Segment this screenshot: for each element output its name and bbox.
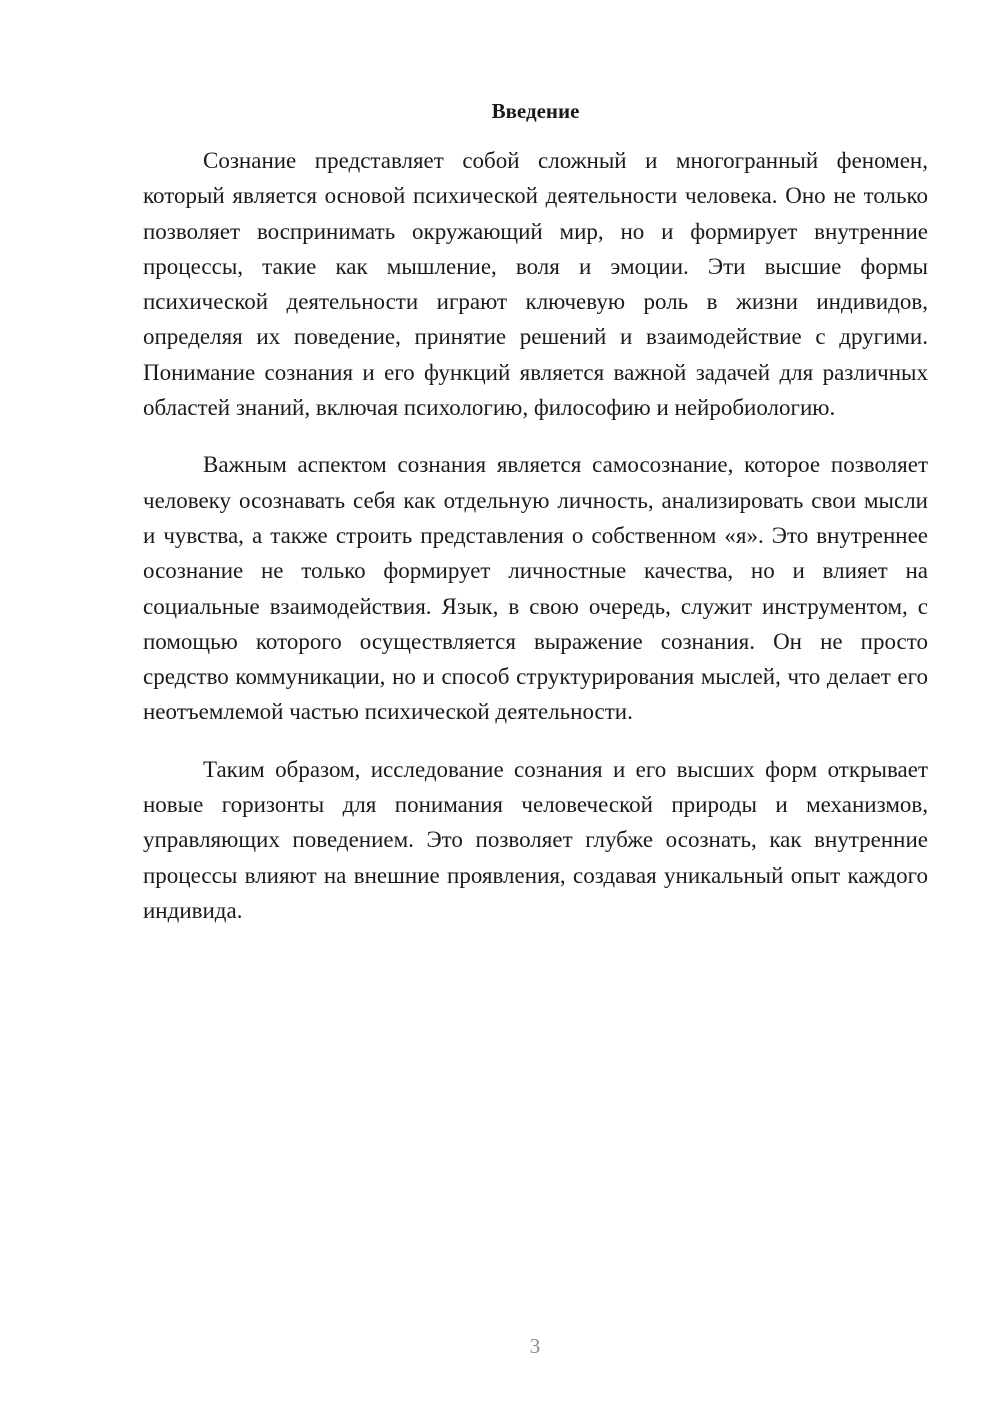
paragraph-3: Таким образом, исследование сознания и его высших форм открывает новые горизонты для понимания человеческой природы и механизмов, управляющих поведением. Это позволяет глубже осознать, как внутренние процессы влияют на внешние проявления, создавая уникальный опыт каждого индивида. — [143, 756, 928, 923]
section-heading: Введение — [491, 99, 580, 123]
paragraph-2: Важным аспектом сознания является самосознание, которое позволяет человеку осознавать себя как отдельную личность, анализировать свои мысли и чувства, а также строить представления о собственном «я». Это внутреннее осознание не только формирует личностные качества, но и влияет на социальные взаимодействия. Язык, в свою очередь, служит инструментом, с помощью которого осуществляется выражение сознания. Он не просто средство коммуникации, но и способ структурирования мыслей, что делает его неотъемлемой частью психической деятельности. — [143, 452, 928, 725]
body-text — [143, 143, 928, 950]
page-number: 3 — [529, 1334, 541, 1358]
paragraph-1: Сознание представляет собой сложный и многогранный феномен, который является основой психической деятельности человека. Оно не только позволяет воспринимать окружающий мир, но и формирует внутренние процессы, такие как мышление, воля и эмоции. Эти высшие формы психической деятельности играют ключевую роль в жизни индивидов, определяя их поведение, принятие решений и взаимодействие с другими. Понимание сознания и его функций является важной задачей для различных областей знаний, включая психологию, философию и нейробиологию. — [143, 148, 928, 421]
